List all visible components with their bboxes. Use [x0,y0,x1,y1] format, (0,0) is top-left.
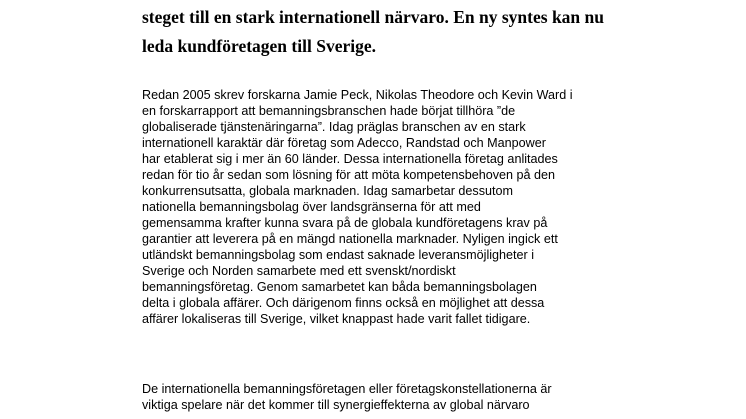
text-line: nationella bemanningsbolag över landsgränserna för att med [142,200,481,214]
text-line: delta i globala affärer. Och därigenom finns också en möjlighet att dessa [142,296,545,310]
text-line: bemanningsföretag. Genom samarbetet kan båda bemanningsbolagen [142,280,537,294]
text-line: redan för tio år sedan som lösning för att möta kompetensbehoven på den [142,168,556,182]
text-line: har etablerat sig i mer än 60 länder. Dessa internationella företag anlitades [142,152,558,166]
text-line: en forskarrapport att bemanningsbranschen hade börjat tillhöra ”de [142,104,516,118]
text-line: affärer lokaliseras till Sverige, vilket knappast hade varit fallet tidigare. [142,312,531,326]
text-line: viktiga spelare när det kommer till synergieffekterna av global närvaro [142,398,530,412]
text-line: De internationella bemanningsföretagen eller företagskonstellationerna är [142,382,552,396]
text-line: gemensamma krafter kunna svara på de globala kundföretagens krav på [142,216,548,230]
text-line: utländskt bemanningsbolag som endast saknade leveransmöjligheter i [142,248,535,262]
text-line: konkurrensutsatta, globala marknaden. Idag samarbetar dessutom [142,184,514,198]
text-line: Redan 2005 skrev forskarna Jamie Peck, Nikolas Theodore och Kevin Ward i [142,88,573,102]
text-line: Sverige och Norden samarbete med ett svenskt/nordiskt [142,264,456,278]
text-line: internationell karaktär där företag som Adecco, Randstad och Manpower [142,136,546,150]
text-line: garantier att leverera på en mängd nationella marknader. Nyligen ingick ett [142,232,558,246]
lead-line: steget till en stark internationell närvaro. En ny syntes kan nu [142,7,604,27]
text-line: globaliserade tjänstenäringarna”. Idag präglas branschen av en stark [142,120,526,134]
lead-line: leda kundföretagen till Sverige. [142,36,376,56]
